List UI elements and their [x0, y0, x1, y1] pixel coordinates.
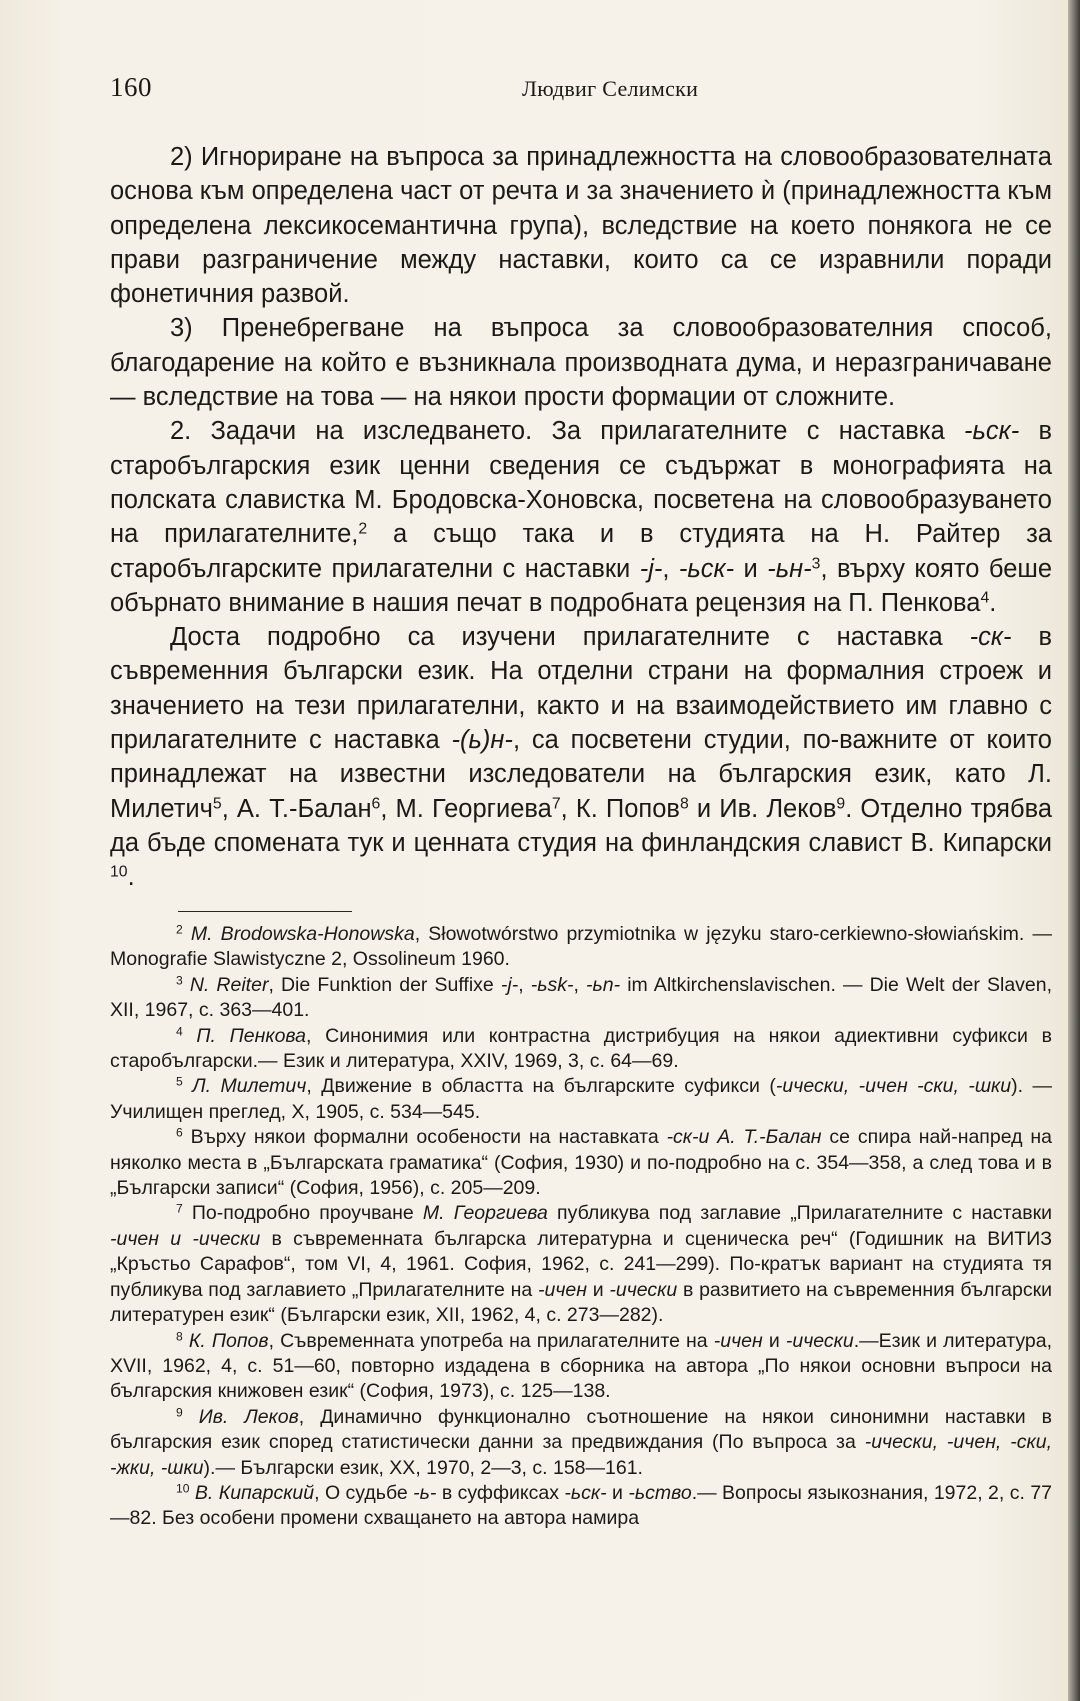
- footnote-7: $^7$ По-подробно проучване М. Георгиева публикува под заглавие „Прилагателните с наставки -ичен и -ически в съвременната българска литературна и сценическа реч“ (Годишник на ВИТИЗ „Кръстьо Сарафов“, том VI, 4, 1961. София, 1962, с. 241—299). По-кратък вариант на студията тя публикува под заглавието „Прилагателните на -ичен и -ически в развитието на съвременния български литературен език“ (Български език, XII, 1962, 4, с. 273—282).: [110, 1201, 1053, 1327]
- footnote-ref: 3: [811, 554, 821, 572]
- paragraph-3: 2. Задачи на изследването. За прилагателните с наставка -ьск- в старобългарския език ценни сведения се съдържат в монографията на полската славистка М. Бродовска-Хоновска, посветена на словообразуването на прилагателните,$^2$ а също така и в студията на Н. Райтер за старобългарските прилагателни с наставки -j-, -ьск- и -ьн-$^3$, върху която беше обърнато внимание в нашия печат в подробната рецензия на П. Пенкова$^4$.: [110, 417, 1053, 617]
- footnote-ref: 4: [980, 589, 990, 607]
- footnote-10: $^{10}$ В. Кипарский, О судьбе -ь- в суффиксах -ьск- и -ьство.— Вопросы языкознания, 1972, 2, с. 77—82. Без особени промени схващането на автора намира: [110, 1481, 1053, 1530]
- footnote-ref: 10: [110, 863, 128, 881]
- paragraph-2: 3) Пренебрегване на въпроса за словообразователния способ, благодарение на който е възникнала производната дума, и неразграничаване — вследствие на това — на някои прости формации от сложните.: [110, 314, 1052, 412]
- footnote-ref: 8: [679, 794, 689, 812]
- footnote-separator: [178, 911, 352, 912]
- page-header: [110, 72, 1050, 112]
- footnote-8: $^8$ К. Попов, Съвременната употреба на прилагателните на -ичен и -ически.—Език и литература, XVII, 1962, 4, с. 51—60, повторно издадена в сборника на автора „По някои основни въпроси на българския книжовен език“ (София, 1973), с. 125—138.: [110, 1328, 1052, 1403]
- footnote-3: $^3$ N. Reiter, Die Funktion der Suffixe -j-, -ьsk-, -ьn- im Altkirchenslavischen. — Die Welt der Slaven, XII, 1967, с. 363—401.: [110, 973, 1053, 1022]
- footnote-2: $^2$ M. Brodowska-Honowska, Słowotwórstwo przymiotnika w języku staro-cerkiewno-słowiańskim. — Monografie Slawistyczne 2, Ossolineum 1960.: [110, 922, 1052, 971]
- footnote-9: $^9$ Ив. Леков, Динамично функционално съотношение на някои синонимни наставки в българския език според статистически данни за предвиждания (По въпроса за -ически, -ичен, -ски, -жки, -шки).— Български език, XX, 1970, 2—3, с. 158—161.: [110, 1405, 1052, 1479]
- paragraph-1: 2) Игнориране на въпроса за принадлежността на словообразователната основа към определена част от речта и за значението ѝ (принадлежността към определена лексикосемантична група), вследствие на което понякога не се прави разграничение между наставки, които са се изравнили поради фонетичния развой.: [110, 143, 1052, 309]
- footnote-ref: 5: [212, 794, 222, 812]
- footnote-4: $^4$ П. Пенкова, Синонимия или контрастна дистрибуция на някои адиективни суфикси в старобългарски.— Език и литература, XXIV, 1969, 3, с. 64—69.: [110, 1023, 1053, 1073]
- footnote-ref: 7: [551, 794, 561, 812]
- main-text: [110, 140, 1052, 895]
- page-edge: [1068, 0, 1080, 1701]
- footnotes: [110, 922, 1052, 1532]
- footnote-6: $^6$ Върху някои формални особености на наставката -ск-и А. Т.-Балан се спира най-напред на няколко места в „Българската граматика“ (София, 1930) и по-подробно на с. 354—358, а след това и в „Български записи“ (София, 1956), с. 205—209.: [110, 1125, 1053, 1200]
- page-number: 160: [110, 72, 152, 102]
- footnote-ref: 2: [358, 520, 368, 538]
- footnote-ref: 9: [836, 794, 846, 812]
- paragraph-4: Доста подробно са изучени прилагателните с наставка -ск- в съвременния български език. На отделни страни на формалния строеж и значението на тези прилагателни, както и на взаимодействието им главно с прилагателните с наставка -(ь)н-, са посветени студии, по-важните от които принадлежат на известни изследователи на българския език, като Л. Милетич$^5$, А. Т.-Балан$^6$, М. Георгиева$^7$, К. Попов$^8$ и Ив. Леков$^9$. Отделно трябва да бъде спомената тук и ценната студия на финландския славист В. Кипарски $^{10}$.: [110, 623, 1053, 892]
- running-head: Людвиг Селимски: [522, 76, 699, 101]
- footnote-5: $^5$ Л. Милетич, Движение в областта на българските суфикси (-ически, -ичен -ски, -шки). — Училищен преглед, X, 1905, с. 534—545.: [110, 1074, 1052, 1123]
- footnote-ref: 6: [371, 794, 381, 812]
